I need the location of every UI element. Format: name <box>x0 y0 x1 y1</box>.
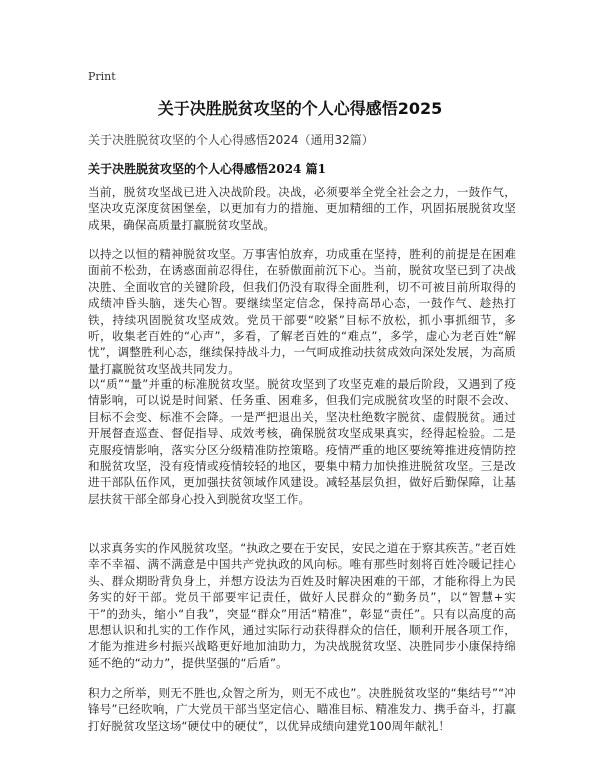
paragraph: 以“质”“量”并重的标准脱贫攻坚。脱贫攻坚到了攻坚克难的最后阶段，又遇到了疫情影响，可以说是时间紧、任务重、困难多，但我们完成脱贫攻坚的时限不会改、目标不会变、标准不会降。一是严把退出关，坚决杜绝数字脱贫、虚假脱贫。通过开展督查巡查、督促指导、成效考核，确保脱贫攻坚成果真实，经得起检验。二是克服疫情影响，落实分区分级精准防控策略。疫情严重的地区要统筹推进疫情防控和脱贫攻坚，没有疫情或疫情较轻的地区，要集中精力加快推进脱贫攻坚。三是改进干部队伍作风，更加强扶贫领域作风建设。减轻基层负担，做好后勤保障，让基层扶贫干部全部身心投入到脱贫攻坚工作。 <box>88 377 516 506</box>
document-subtitle: 关于决胜脱贫攻坚的个人心得感悟2024（通用32篇） <box>88 133 374 147</box>
section-heading: 关于决胜脱贫攻坚的个人心得感悟2024 篇1 <box>88 162 326 176</box>
paragraph: 积力之所举，则无不胜也,众智之所为，则无不成也”。决胜脱贫攻坚的“集结号”“冲锋号”已经吹响，广大党员干部当坚定信心、瞄准目标、精准发力、携手奋斗，打赢打好脱贫攻坚这场“硬仗中的硬仗”，以优异成绩向建党100周年献礼！ <box>88 686 516 733</box>
paragraph: 以持之以恒的精神脱贫攻坚。万事害怕放弃，功成重在坚持，胜利的前提是在困难面前不松劲，在诱惑面前忍得住，在骄傲面前沉下心。当前，脱贫攻坚已到了决战决胜、全面收官的关键阶段，但我们仍没有取得全面胜利，切不可被目前所取得的成绩冲昏头脑，迷失心智。要继续坚定信念，保持高昂心态，一鼓作气、趁热打铁，持续巩固脱贫攻坚成效。党员干部要“咬紧”目标不放松，抓小事抓细节，多听，收集老百姓的“心声”，多看，了解老百姓的“难点”，多学，虚心为老百姓“解忧”，调整胜利心态，继续保持战斗力，一气呵成推动扶贫成效向深处发展，为高质量打赢脱贫攻坚战共同发力。 <box>88 247 516 376</box>
paragraph: 以求真务实的作风脱贫攻坚。“执政之要在于安民，安民之道在于察其疾苦。”老百姓幸不幸福、满不满意是中国共产党执政的风向标。唯有那些时刻将百姓冷暖记挂心头、群众期盼背负身上，并想方设法为百姓及时解决困难的干部，才能称得上为民务实的好干部。党员干部要牢记责任，做好人民群众的“勤务员”，以“智慧+实干”的劲头，缩小“自我”，突显“群众”用活“精准”，彰显“责任”。只有以高度的高思想认识和扎实的工作作风，通过实际行动获得群众的信任，顺利开展各项工作，才能为推进乡村振兴战略更好地加油助力，为决战脱贫攻坚、决胜同步小康保持绵延不绝的“动力”，提供坚强的“后盾”。 <box>88 541 516 670</box>
page-title: 关于决胜脱贫攻坚的个人心得感悟2025 <box>157 99 443 118</box>
print-link[interactable]: Print <box>88 70 116 83</box>
paragraph: 当前，脱贫攻坚战已进入决战阶段。决战，必须要举全党全社会之力，一鼓作气，坚决攻克深度贫困堡垒，以更加有力的措施、更加精细的工作，巩固拓展脱贫攻坚成果，确保高质量打赢脱贫攻坚战。 <box>88 185 516 232</box>
